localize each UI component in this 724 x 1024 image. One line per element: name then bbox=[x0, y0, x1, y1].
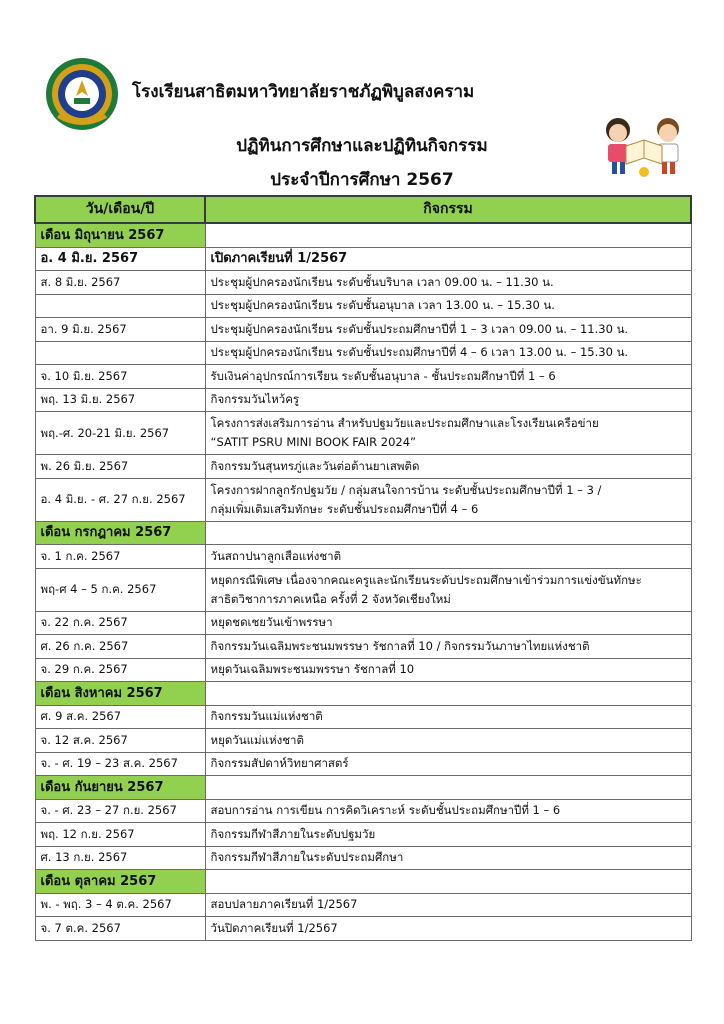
table-row bbox=[35, 478, 691, 521]
date-cell: จ. 12 ส.ค. 2567 bbox=[35, 729, 205, 753]
date-cell: อ. 4 มิ.ย. 2567 bbox=[35, 247, 205, 271]
date-cell: จ. 10 มิ.ย. 2567 bbox=[35, 365, 205, 389]
activity-cell: กิจกรรมสัปดาห์วิทยาศาสตร์ bbox=[205, 752, 691, 776]
activity-cell: วันสถาปนาลูกเสือแห่งชาติ bbox=[205, 545, 691, 569]
activity-cell bbox=[205, 412, 691, 455]
activity-cell: วันปิดภาคเรียนที่ 1/2567 bbox=[205, 917, 691, 941]
month-label: เดือน มิถุนายน 2567 bbox=[35, 223, 205, 247]
table-row bbox=[35, 729, 691, 753]
date-cell: อา. 9 มิ.ย. 2567 bbox=[35, 318, 205, 342]
kids-reading-illustration bbox=[596, 112, 692, 180]
month-label: เดือน ตุลาคม 2567 bbox=[35, 870, 205, 894]
activity-line: สาธิตวิชาการภาคเหนือ ครั้งที่ 2 จังหวัดเชียงใหม่ bbox=[210, 591, 451, 606]
date-cell bbox=[35, 294, 205, 318]
table-row bbox=[35, 545, 691, 569]
date-cell: จ. - ศ. 23 – 27 ก.ย. 2567 bbox=[35, 799, 205, 823]
month-row bbox=[35, 682, 691, 706]
activity-cell: หยุดวันเฉลิมพระชนมพรรษา รัชกาลที่ 10 bbox=[205, 658, 691, 682]
month-label: เดือน สิงหาคม 2567 bbox=[35, 682, 205, 706]
table-row bbox=[35, 611, 691, 635]
date-cell: จ. - ศ. 19 – 23 ส.ค. 2567 bbox=[35, 752, 205, 776]
table-header-row bbox=[35, 196, 691, 223]
date-cell: อ. 4 มิ.ย. - ศ. 27 ก.ย. 2567 bbox=[35, 478, 205, 521]
date-cell: พฤ. 12 ก.ย. 2567 bbox=[35, 823, 205, 847]
table-row bbox=[35, 455, 691, 479]
table-row bbox=[35, 271, 691, 295]
month-row bbox=[35, 776, 691, 800]
title-line-1: ปฏิทินการศึกษาและปฏิทินกิจกรรม bbox=[236, 136, 488, 156]
date-cell: จ. 29 ก.ค. 2567 bbox=[35, 658, 205, 682]
activity-cell bbox=[205, 776, 691, 800]
date-cell: พ. - พฤ. 3 – 4 ต.ค. 2567 bbox=[35, 893, 205, 917]
table-row bbox=[35, 917, 691, 941]
activity-cell: เปิดภาคเรียนที่ 1/2567 bbox=[205, 247, 691, 271]
month-label: เดือน กันยายน 2567 bbox=[35, 776, 205, 800]
date-cell: พฤ-ศ 4 – 5 ก.ค. 2567 bbox=[35, 568, 205, 611]
activity-cell bbox=[205, 521, 691, 545]
school-seal-icon bbox=[44, 56, 120, 132]
month-row bbox=[35, 223, 691, 247]
date-cell: พ. 26 มิ.ย. 2567 bbox=[35, 455, 205, 479]
table-row bbox=[35, 846, 691, 870]
table-row bbox=[35, 568, 691, 611]
activity-cell: สอบปลายภาคเรียนที่ 1/2567 bbox=[205, 893, 691, 917]
activity-cell: กิจกรรมกีฬาสีภายในระดับประถมศึกษา bbox=[205, 846, 691, 870]
school-name: โรงเรียนสาธิตมหาวิทยาลัยราชภัฏพิบูลสงคราม bbox=[132, 82, 475, 102]
table-row bbox=[35, 341, 691, 365]
table-row bbox=[35, 752, 691, 776]
activity-cell bbox=[205, 682, 691, 706]
activity-cell: ประชุมผู้ปกครองนักเรียน ระดับชั้นประถมศึกษาปีที่ 4 – 6 เวลา 13.00 น. – 15.30 น. bbox=[205, 341, 691, 365]
activity-line: “SATIT PSRU MINI BOOK FAIR 2024” bbox=[210, 435, 416, 449]
date-cell: พฤ. 13 มิ.ย. 2567 bbox=[35, 388, 205, 412]
activity-cell: กิจกรรมวันเฉลิมพระชนมพรรษา รัชกาลที่ 10 / กิจกรรมวันภาษาไทยแห่งชาติ bbox=[205, 635, 691, 659]
table-row bbox=[35, 365, 691, 389]
activity-line: หยุดกรณีพิเศษ เนื่องจากคณะครูและนักเรียนระดับประถมศึกษาเข้าร่วมการแข่งขันทักษะ bbox=[210, 572, 642, 587]
table-row bbox=[35, 635, 691, 659]
date-cell: ศ. 13 ก.ย. 2567 bbox=[35, 846, 205, 870]
column-header-date: วัน/เดือน/ปี bbox=[35, 196, 205, 223]
activity-cell bbox=[205, 568, 691, 611]
activity-cell: หยุดชดเชยวันเข้าพรรษา bbox=[205, 611, 691, 635]
activity-cell bbox=[205, 223, 691, 247]
column-header-activity: กิจกรรม bbox=[205, 196, 691, 223]
date-cell: จ. 1 ก.ค. 2567 bbox=[35, 545, 205, 569]
date-cell: ศ. 9 ส.ค. 2567 bbox=[35, 705, 205, 729]
activity-line: โครงการส่งเสริมการอ่าน สำหรับปฐมวัยและประถมศึกษาและโรงเรียนเครือข่าย bbox=[210, 416, 599, 430]
table-row bbox=[35, 658, 691, 682]
month-row bbox=[35, 870, 691, 894]
table-row bbox=[35, 294, 691, 318]
date-cell bbox=[35, 341, 205, 365]
title-line-2: ประจำปีการศึกษา 2567 bbox=[270, 170, 454, 190]
table-row bbox=[35, 823, 691, 847]
activity-line: โครงการฝากลูกรักปฐมวัย / กลุ่มสนใจการบ้าน ระดับชั้นประถมศึกษาปีที่ 1 – 3 / bbox=[210, 482, 602, 497]
date-cell: จ. 7 ต.ค. 2567 bbox=[35, 917, 205, 941]
table-row bbox=[35, 247, 691, 271]
activity-cell: สอบการอ่าน การเขียน การคิดวิเคราะห์ ระดับชั้นประถมศึกษาปีที่ 1 – 6 bbox=[205, 799, 691, 823]
table-row bbox=[35, 412, 691, 455]
month-row bbox=[35, 521, 691, 545]
table-row bbox=[35, 799, 691, 823]
calendar-table bbox=[34, 195, 692, 941]
table-row bbox=[35, 705, 691, 729]
activity-cell: กิจกรรมวันแม่แห่งชาติ bbox=[205, 705, 691, 729]
date-cell: จ. 22 ก.ค. 2567 bbox=[35, 611, 205, 635]
date-cell: พฤ.-ศ. 20-21 มิ.ย. 2567 bbox=[35, 412, 205, 455]
date-cell: ศ. 26 ก.ค. 2567 bbox=[35, 635, 205, 659]
activity-cell: กิจกรรมวันสุนทรภู่และวันต่อต้านยาเสพติด bbox=[205, 455, 691, 479]
activity-cell: ประชุมผู้ปกครองนักเรียน ระดับชั้นประถมศึกษาปีที่ 1 – 3 เวลา 09.00 น. – 11.30 น. bbox=[205, 318, 691, 342]
activity-cell bbox=[205, 478, 691, 521]
table-row bbox=[35, 318, 691, 342]
activity-line: กลุ่มเพิ่มเติมเสริมทักษะ ระดับชั้นประถมศึกษาปีที่ 4 – 6 bbox=[210, 501, 479, 516]
activity-cell: กิจกรรมวันไหว้ครู bbox=[205, 388, 691, 412]
document-header bbox=[40, 52, 690, 142]
activity-cell: กิจกรรมกีฬาสีภายในระดับปฐมวัย bbox=[205, 823, 691, 847]
activity-cell: ประชุมผู้ปกครองนักเรียน ระดับชั้นอนุบาล เวลา 13.00 น. – 15.30 น. bbox=[205, 294, 691, 318]
activity-cell bbox=[205, 870, 691, 894]
activity-cell: รับเงินค่าอุปกรณ์การเรียน ระดับชั้นอนุบาล - ชั้นประถมศึกษาปีที่ 1 – 6 bbox=[205, 365, 691, 389]
activity-cell: ประชุมผู้ปกครองนักเรียน ระดับชั้นบริบาล เวลา 09.00 น. – 11.30 น. bbox=[205, 271, 691, 295]
date-cell: ส. 8 มิ.ย. 2567 bbox=[35, 271, 205, 295]
table-row bbox=[35, 388, 691, 412]
calendar-body bbox=[35, 223, 691, 940]
month-label: เดือน กรกฎาคม 2567 bbox=[35, 521, 205, 545]
activity-cell: หยุดวันแม่แห่งชาติ bbox=[205, 729, 691, 753]
table-row bbox=[35, 893, 691, 917]
